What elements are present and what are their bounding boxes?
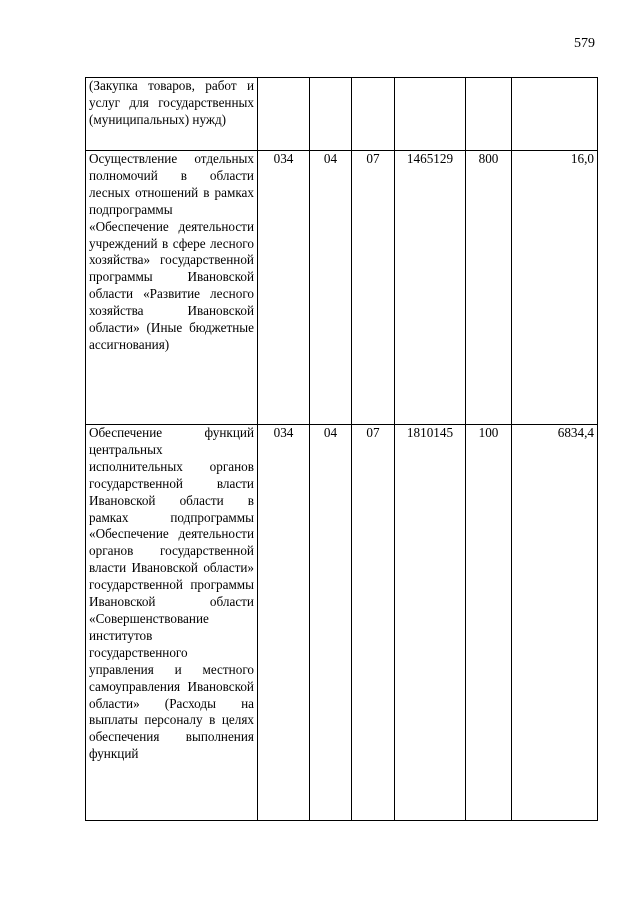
section-code-cell: 04	[310, 151, 352, 425]
row-description: Обеспечение функций центральных исполнительных органов государственной власти Ивановской области в рамках подпрограммы «Обеспечение деятельности органов государственной власти Ивановской области» государственной программы Ивановской области «Совершенствование институтов государственного управления и местного самоуправления Ивановской области» (Расходы на выплаты персоналу в целях обеспечения выполнения функций	[86, 425, 258, 821]
target-code-cell: 1810145	[395, 425, 466, 821]
expense-type-cell: 100	[466, 425, 512, 821]
subsection-code-cell	[352, 78, 395, 151]
expense-type-cell	[466, 78, 512, 151]
table-row	[86, 151, 598, 425]
subsection-code-cell: 07	[352, 151, 395, 425]
admin-code-cell	[258, 78, 310, 151]
amount-cell: 16,0	[512, 151, 598, 425]
section-code-cell: 04	[310, 425, 352, 821]
admin-code-cell: 034	[258, 425, 310, 821]
admin-code-cell: 034	[258, 151, 310, 425]
amount-cell	[512, 78, 598, 151]
amount-cell: 6834,4	[512, 425, 598, 821]
table-row	[86, 425, 598, 821]
table-row	[86, 78, 598, 151]
subsection-code-cell: 07	[352, 425, 395, 821]
row-description: (Закупка товаров, работ и услуг для государственных (муниципальных) нужд)	[86, 78, 258, 151]
page-number: 579	[574, 36, 595, 51]
target-code-cell: 1465129	[395, 151, 466, 425]
budget-table	[85, 77, 598, 821]
target-code-cell	[395, 78, 466, 151]
section-code-cell	[310, 78, 352, 151]
expense-type-cell: 800	[466, 151, 512, 425]
row-description: Осуществление отдельных полномочий в области лесных отношений в рамках подпрограммы «Обеспечение деятельности учреждений в сфере лесного хозяйства» государственной программы Ивановской области «Развитие лесного хозяйства Ивановской области» (Иные бюджетные ассигнования)	[86, 151, 258, 425]
